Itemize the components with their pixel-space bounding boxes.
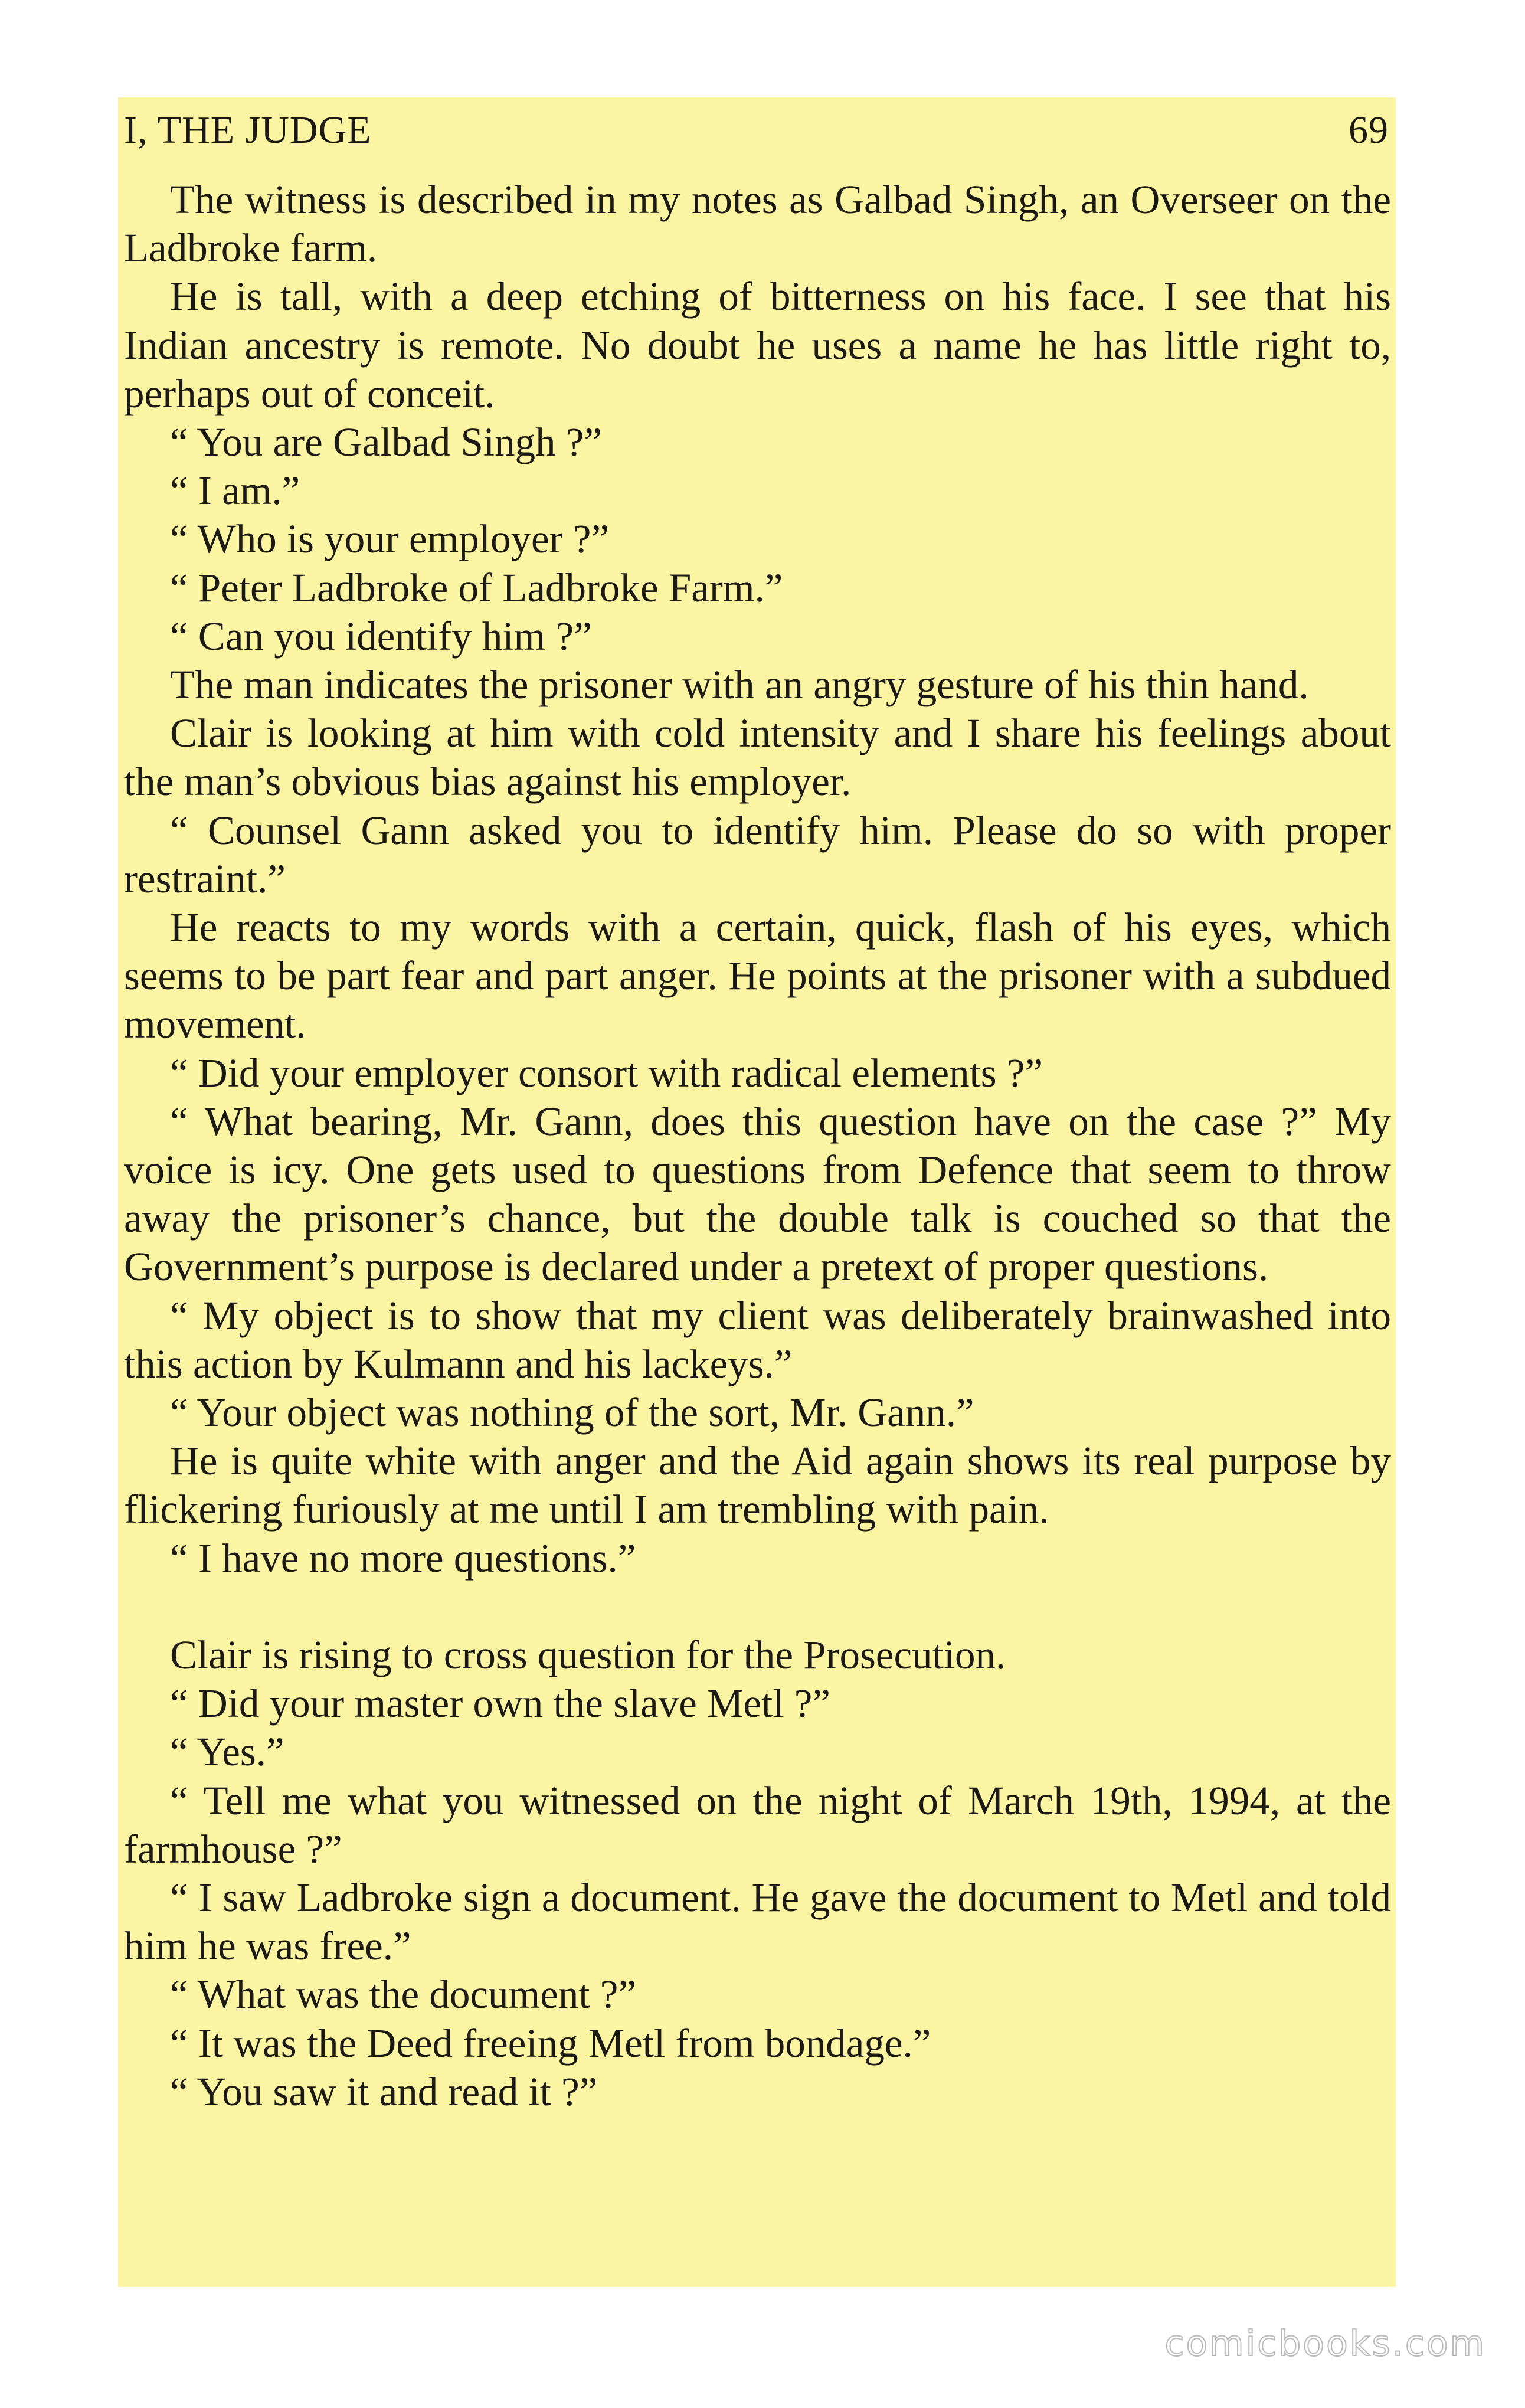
body-text <box>124 175 1391 2116</box>
paragraph: “ Can you identify him ?” <box>170 613 592 659</box>
running-head <box>124 107 1391 166</box>
paragraph: The witness is described in my notes as Galbad Singh, an Overseer on the Ladbroke farm. <box>124 177 1391 271</box>
paragraph: “ My object is to show that my client was deliberately brainwashed into this action by Kulmann and his lackeys.” <box>124 1293 1391 1386</box>
paragraph: “ What was the document ?” <box>170 1972 636 2017</box>
paragraph: “ Peter Ladbroke of Ladbroke Farm.” <box>170 565 783 610</box>
paragraph: He is tall, with a deep etching of bitterness on his face. I see that his Indian ancestry is remote. No doubt he uses a name he has little right to, perhaps out of conceit. <box>124 274 1391 416</box>
paragraph: The man indicates the prisoner with an angry gesture of his thin hand. <box>170 662 1309 708</box>
paragraph: Clair is looking at him with cold intensity and I share his feelings about the man’s obvious bias against his employer. <box>124 711 1391 804</box>
paragraph: “ I saw Ladbroke sign a document. He gave the document to Metl and told him he was free.” <box>124 1874 1391 1969</box>
paragraph: “ Did your master own the slave Metl ?” <box>170 1681 830 1726</box>
paragraph: “ Your object was nothing of the sort, Mr. Gann.” <box>170 1390 974 1435</box>
paragraph: “ Who is your employer ?” <box>170 516 610 562</box>
paragraph: “ Yes.” <box>170 1729 284 1775</box>
page-number: 69 <box>1349 109 1389 152</box>
paragraph: “ It was the Deed freeing Metl from bondage.” <box>170 2020 931 2066</box>
paragraph: He is quite white with anger and the Aid again shows its real purpose by flickering furiously at me until I am trembling with pain. <box>124 1438 1391 1532</box>
watermark-logo: comicbooks.com <box>1164 2323 1486 2364</box>
book-page <box>118 97 1396 2287</box>
paragraph: “ I have no more questions.” <box>170 1535 636 1581</box>
paragraph: “ You are Galbad Singh ?” <box>170 420 603 465</box>
paragraph: “ I am.” <box>170 468 300 513</box>
paragraph: “ Did your employer consort with radical elements ?” <box>170 1050 1043 1095</box>
running-head-title: I, THE JUDGE <box>124 109 372 152</box>
paragraph: “ You saw it and read it ?” <box>170 2069 598 2114</box>
paragraph: He reacts to my words with a certain, quick, flash of his eyes, which seems to be part fear and part anger. He points at the prisoner with a subdued movement. <box>124 905 1391 1047</box>
paragraph: Clair is rising to cross question for the Prosecution. <box>170 1632 1006 1677</box>
paragraph: “ Counsel Gann asked you to identify him. Please do so with proper restraint.” <box>124 807 1391 901</box>
paragraph: “ Tell me what you witnessed on the night of March 19th, 1994, at the farmhouse ?” <box>124 1778 1391 1872</box>
paragraph: “ What bearing, Mr. Gann, does this question have on the case ?” My voice is icy. One gets used to questions from Defence that seem to throw away the prisoner’s chance, but the double talk is couched so that the Government’s purpose is declared under a pretext of proper questions. <box>124 1098 1391 1290</box>
